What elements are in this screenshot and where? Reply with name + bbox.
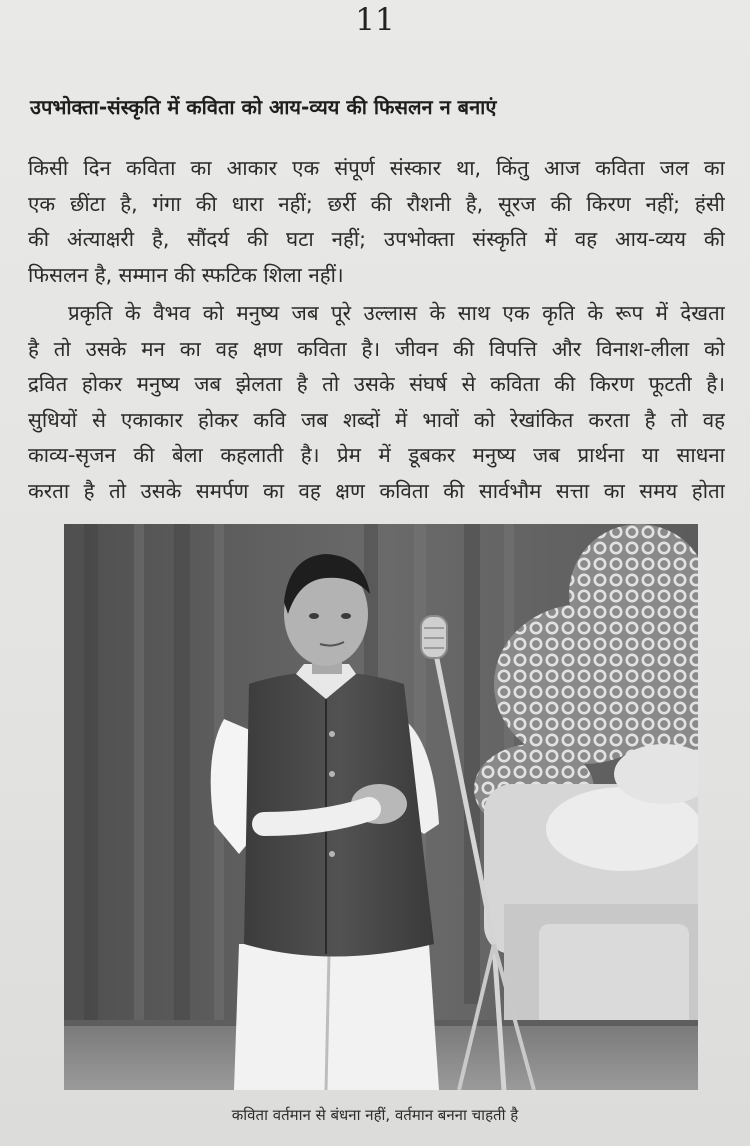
text-line: की अंत्याक्षरी है, सौंदर्य की घटा नहीं; उपभोक्ता संस्कृति में वह आय-व्यय की — [28, 227, 725, 251]
stage-cushions — [484, 744, 698, 1034]
text-line: प्रकृति के वैभव को मनुष्य जब पूरे उल्लास के साथ एक कृति के रूप में देखता — [68, 301, 725, 325]
text-line: है तो उसके मन का वह क्षण कविता है। जीवन की विपत्ति और विनाश-लीला को — [28, 336, 725, 361]
text-line: सुधियों से एकाकार होकर कवि जब शब्दों में भावों को रेखांकित करता है तो वह — [28, 407, 725, 432]
text-line: द्रवित होकर मनुष्य जब झेलता है तो उसके संघर्ष से कविता की किरण फूटती है। — [28, 372, 725, 396]
chapter-title: उपभोक्ता-संस्कृति में कविता को आय-व्यय की फिसलन न बनाएं — [30, 95, 497, 119]
text-line: एक छींटा है, गंगा की धारा नहीं; छर्री की रौशनी है, सूरज की किरण नहीं; हंसी — [28, 191, 725, 216]
text-line: काव्य-सृजन की बेला कहलाती है। प्रेम में डूबकर मनुष्य जब प्रार्थना या साधना — [28, 443, 725, 467]
text-line: करता है तो उसके समर्पण का वह क्षण कविता की सार्वभौम सत्ता का समय होता — [28, 478, 725, 503]
paragraph-1 — [28, 151, 725, 293]
photo-caption: कविता वर्तमान से बंधना नहीं, वर्तमान बनना चाहती है — [231, 1106, 519, 1124]
page-number: 11 — [355, 2, 395, 38]
text-line: किसी दिन कविता का आकार एक संपूर्ण संस्कार था, किंतु आज कविता जल का — [28, 156, 725, 180]
paragraph-2 — [28, 296, 725, 509]
speaker-photograph — [64, 524, 698, 1090]
text-line: फिसलन है, सम्मान की स्फटिक शिला नहीं। — [28, 262, 344, 287]
